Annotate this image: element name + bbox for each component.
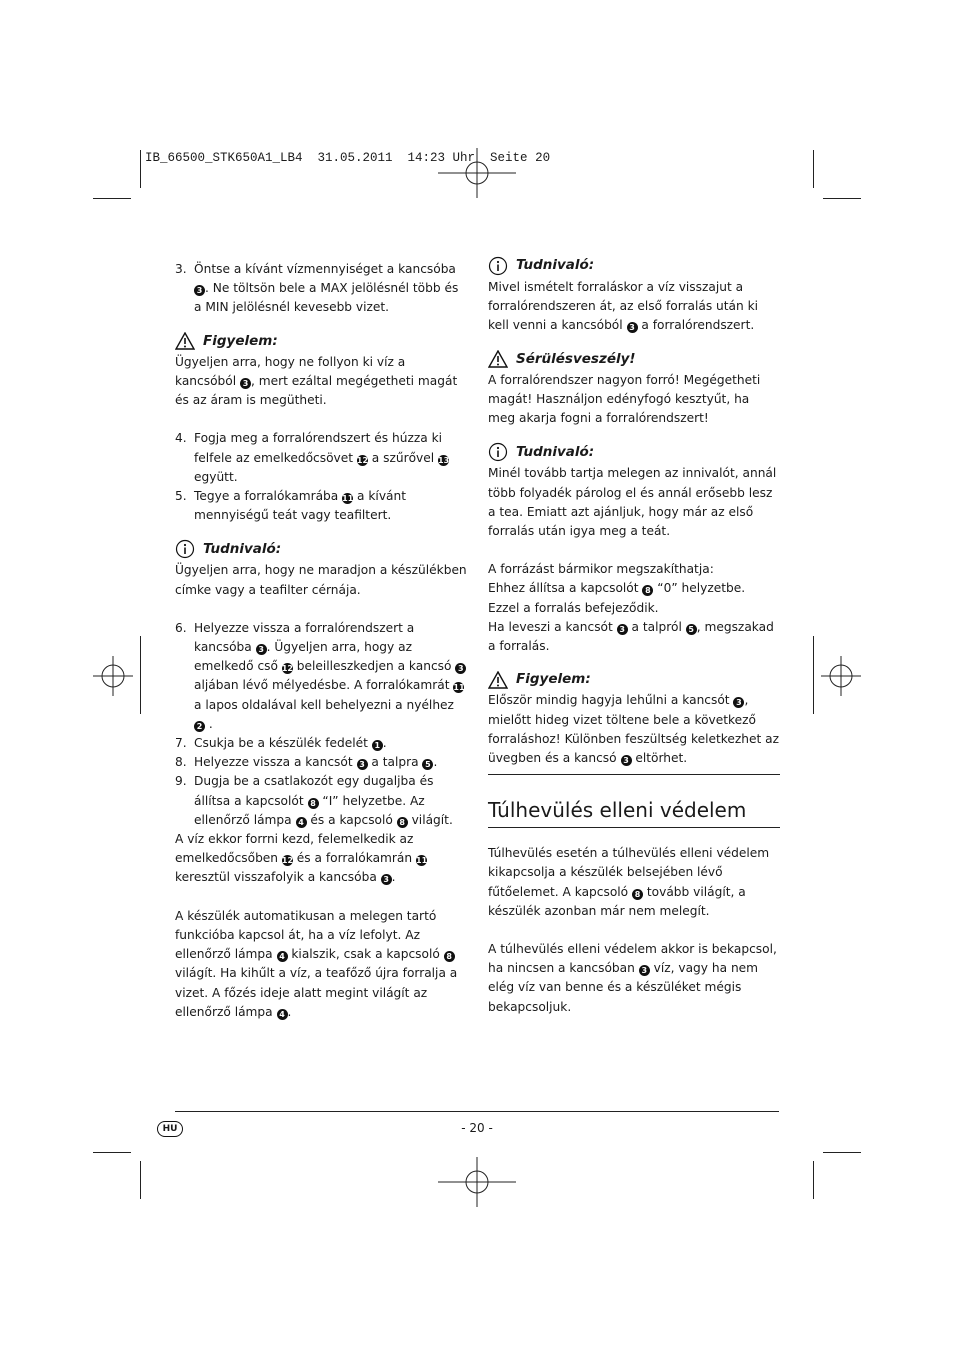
- crop-mark: [93, 198, 131, 199]
- ref-number: 13: [438, 455, 450, 465]
- warning-triangle-icon: [488, 350, 508, 368]
- info-icon: [175, 539, 195, 559]
- paragraph: Ha leveszi a kancsót 3 a talpról 5 , megszakad a forralás.: [488, 619, 774, 654]
- warning-heading: Figyelem:: [175, 332, 467, 351]
- step-9: 9. Dugja be a csatlakozót egy dugaljba és állítsa a kapcsolót 8 “I” helyzetbe. Az ellenőrző lámpa 4 és a kapcsoló 8 világít.: [175, 774, 453, 827]
- info-icon: [488, 256, 508, 276]
- ref-number: 5: [422, 759, 433, 770]
- ref-number: 2: [194, 721, 205, 732]
- ref-number: 3: [617, 624, 628, 635]
- ref-number: 8: [632, 889, 643, 900]
- step-3: 3. Öntse a kívánt vízmennyiséget a kancsóba 3 . Ne töltsön bele a MAX jelölésnél több és a MIN jelölésnél kevesebb vizet.: [175, 262, 459, 315]
- crop-mark: [140, 1161, 141, 1199]
- ref-number: 4: [296, 817, 307, 828]
- note-text: Ügyeljen arra, hogy ne maradjon a készülékben címke vagy a teafilter cérnája.: [175, 563, 467, 597]
- ref-number: 3: [639, 965, 650, 976]
- warning-triangle-icon: [488, 671, 508, 689]
- ref-number: 11: [342, 494, 354, 504]
- ref-number: 3: [621, 755, 632, 766]
- paragraph: Ehhez állítsa a kapcsolót 8 “0” helyzetbe. Ezzel a forralás befejeződik.: [488, 581, 746, 615]
- note-heading: Tudnivaló:: [488, 442, 780, 462]
- note-text: Minél tovább tartja melegen az innivalót, annál több folyadék párolog el és annál erősebb lesz a tea. Emiatt azt ajánljuk, hogy már az első forralás után igya meg a teát.: [488, 466, 777, 539]
- section-title: Túlhevülés elleni védelem: [488, 797, 780, 828]
- note-heading: Tudnivaló:: [488, 256, 780, 276]
- warning-text: Ügyeljen arra, hogy ne follyon ki víz a kancsóból 3 , mert ezáltal megégetheti magát és az áram is megütheti.: [175, 354, 458, 408]
- ref-number: 11: [416, 856, 428, 866]
- crop-mark: [813, 150, 814, 188]
- warning-triangle-icon: [175, 332, 195, 350]
- ref-number: 12: [281, 664, 293, 674]
- ref-number: 3: [381, 874, 392, 885]
- ref-number: 8: [308, 798, 319, 809]
- registration-mark-icon: [821, 656, 861, 696]
- step-7: 7. Csukja be a készülék fedelét 1 .: [175, 736, 387, 751]
- page-number: - 20 -: [461, 1121, 493, 1135]
- registration-mark-icon: [93, 656, 133, 696]
- left-column: [175, 260, 467, 1022]
- crop-mark: [93, 1152, 131, 1153]
- ref-number: 1: [372, 740, 383, 751]
- crop-mark: [813, 1161, 814, 1199]
- registration-mark-icon: [438, 1157, 516, 1207]
- crop-mark: [823, 1152, 861, 1153]
- ref-number: 12: [281, 856, 294, 866]
- step-5: 5. Tegye a forralókamrába 11 a kívánt mennyiségű teát vagy teafiltert.: [175, 489, 407, 523]
- warning-heading: Figyelem:: [488, 670, 780, 689]
- ref-number: 4: [277, 951, 288, 962]
- ref-number: 8: [397, 817, 408, 828]
- ref-number: 11: [453, 683, 465, 693]
- print-header: IB_66500_STK650A1_LB4 31.05.2011 14:23 Uhr Seite 20: [145, 151, 551, 165]
- danger-text: A forralórendszer nagyon forró! Megégetheti magát! Használjon edényfogó kesztyűt, ha meg akarja fogni a forralórendszert!: [488, 372, 761, 426]
- step-8: 8. Helyezze vissza a kancsót 3 a talpra 5 .: [175, 755, 438, 770]
- warning-text: Először mindig hagyja lehűlni a kancsót 3 , mielőtt hideg vizet töltene bele a következő forraláshoz! Különben feszültség keletkezhet az üvegben és a kancsó 3 eltörhet.: [488, 691, 780, 775]
- language-badge: HU: [157, 1121, 183, 1137]
- ref-number: 3: [256, 644, 267, 655]
- note-heading: Tudnivaló:: [175, 539, 467, 559]
- side-mark: [813, 636, 814, 714]
- ref-number: 4: [277, 1009, 288, 1020]
- paragraph: Túlhevülés esetén a túlhevülés elleni védelem kikapcsolja a készülék belsejében lévő fűtőelemet. A kapcsoló 8 tovább világít, a készülék azonban már nem melegít.: [488, 846, 770, 918]
- ref-number: 3: [194, 285, 205, 296]
- right-column: [488, 256, 780, 1017]
- footer-rule: [175, 1111, 779, 1112]
- paragraph: A készülék automatikusan a melegen tartó funkcióba kapcsol át, ha a víz lefolyt. Az ellenőrző lámpa 4 kialszik, csak a kapcsoló 8 világít. Ha kihűlt a víz, a teafőző újra forralja a vizet. A főzés ideje alatt megint világít az ellenőrző lámpa 4 .: [175, 908, 458, 1019]
- ref-number: 8: [444, 951, 455, 962]
- crop-mark: [140, 150, 141, 188]
- info-icon: [488, 442, 508, 462]
- ref-number: 3: [627, 322, 638, 333]
- ref-number: 3: [357, 759, 368, 770]
- side-mark: [140, 636, 141, 714]
- ref-number: 3: [455, 663, 466, 674]
- danger-heading: Sérülésveszély!: [488, 350, 780, 369]
- ref-number: 5: [686, 624, 697, 635]
- step-4: 4. Fogja meg a forralórendszert és húzza ki felfele az emelkedőcsövet 12 a szűrővel 13 együtt.: [175, 431, 450, 484]
- ref-number: 8: [642, 585, 653, 596]
- step-6: 6. Helyezze vissza a forralórendszert a kancsóba 3 . Ügyeljen arra, hogy az emelkedő cső 12 beleilleszkedjen a kancsó 3 aljában lévő mélyedésbe. A forralókamrát 11 a lapos oldalával kell behelyezni a nyélhez 2 .: [175, 620, 465, 731]
- crop-mark: [823, 198, 861, 199]
- ref-number: 3: [733, 697, 744, 708]
- note-text: Mivel ismételt forraláskor a víz visszajut a forralórendszeren át, az első forralás után ki kell venni a kancsóból 3 a forralórendszert.: [488, 280, 759, 333]
- paragraph: A víz ekkor forrni kezd, felemelkedik az emelkedőcsőben 12 és a forralókamrán 11 keresztül visszafolyik a kancsóba 3 .: [175, 832, 428, 885]
- ref-number: 12: [356, 455, 369, 465]
- ref-number: 3: [240, 378, 251, 389]
- paragraph: A forrázást bármikor megszakíthatja:: [488, 562, 714, 577]
- paragraph: A túlhevülés elleni védelem akkor is bekapcsol, ha nincsen a kancsóban 3 víz, vagy ha nem elég víz van benne és a készüléket mégis bekapcsoljuk.: [488, 942, 777, 1014]
